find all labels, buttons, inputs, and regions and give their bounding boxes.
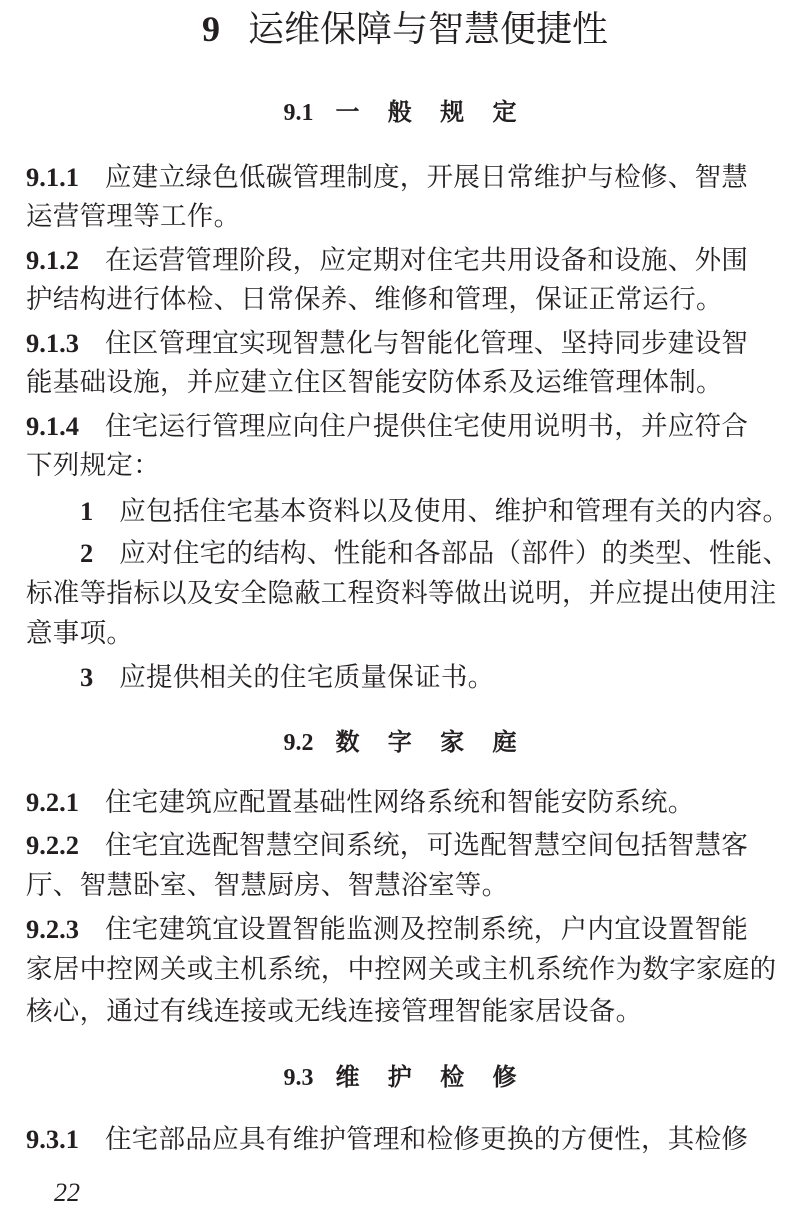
clause-text: 住宅宜选配智慧空间系统，可选配智慧空间包括智慧客: [105, 830, 749, 861]
clause-number: 9.1.2: [26, 245, 79, 275]
section-number: 9.1: [283, 100, 314, 126]
section-title: 数 字 家 庭: [335, 727, 527, 756]
clause-text: 应建立绿色低碳管理制度，开展日常维护与检修、智慧: [105, 162, 749, 193]
item-number: 2: [80, 538, 94, 568]
clause-9-3-1-line-1: [26, 1119, 748, 1160]
clause-9-2-3-line-1: [26, 909, 748, 950]
clause-9-2-3-line-3: 核心，通过有线连接或无线连接管理智能家居设备。: [26, 996, 643, 1027]
list-item-2-line-2: 标准等指标以及安全隐蔽工程资料等做出说明，并应提出使用注: [26, 578, 777, 609]
list-item-2-line-3: 意事项。: [26, 618, 134, 649]
section-number: 9.3: [283, 1065, 314, 1091]
clause-number: 9.2.2: [26, 830, 79, 860]
section-heading-9-2: [0, 725, 810, 760]
item-number: 1: [80, 496, 94, 526]
clause-9-1-2-line-1: [26, 240, 748, 281]
list-item-1: [80, 491, 789, 532]
clause-number: 9.1.4: [26, 411, 79, 441]
clause-9-2-3-line-2: 家居中控网关或主机系统，中控网关或主机系统作为数字家庭的: [26, 954, 777, 985]
list-item-2-line-1: [80, 533, 789, 574]
list-item-3: [80, 657, 494, 698]
clause-number: 9.1.3: [26, 328, 79, 358]
chapter-title: [0, 4, 810, 55]
section-number: 9.2: [283, 730, 314, 756]
section-heading-9-3: [0, 1060, 810, 1095]
chapter-number: 9: [201, 9, 220, 49]
chapter-title-text: 运维保障与智慧便捷性: [247, 9, 608, 50]
clause-9-2-2-line-1: [26, 825, 748, 866]
clause-number: 9.3.1: [26, 1124, 79, 1154]
clause-text: 住宅部品应具有维护管理和检修更换的方便性，其检修: [105, 1124, 749, 1155]
clause-9-1-3-line-1: [26, 323, 748, 364]
clause-number: 9.2.1: [26, 787, 79, 817]
item-text: 应包括住宅基本资料以及使用、维护和管理有关的内容。: [119, 496, 790, 527]
section-title: 一 般 规 定: [335, 97, 527, 126]
clause-text: 住区管理宜实现智慧化与智能化管理、坚持同步建设智: [105, 328, 749, 359]
clause-9-2-2-line-2: 厅、智慧卧室、智慧厨房、智慧浴室等。: [26, 870, 509, 901]
clause-9-1-1-line-1: [26, 157, 748, 198]
clause-9-2-1-line-1: [26, 782, 695, 823]
clause-number: 9.2.3: [26, 914, 79, 944]
clause-text: 住宅建筑应配置基础性网络系统和智能安防系统。: [105, 787, 695, 818]
clause-text: 住宅运行管理应向住户提供住宅使用说明书，并应符合: [105, 411, 749, 442]
clause-9-1-4-line-1: [26, 406, 748, 447]
clause-9-1-2-line-2: 护结构进行体检、日常保养、维修和管理，保证正常运行。: [26, 284, 723, 315]
item-text: 应提供相关的住宅质量保证书。: [119, 662, 495, 693]
clause-text: 在运营管理阶段，应定期对住宅共用设备和设施、外围: [105, 245, 749, 276]
section-heading-9-1: [0, 95, 810, 130]
item-text: 应对住宅的结构、性能和各部品（部件）的类型、性能、: [119, 538, 790, 569]
clause-text: 住宅建筑宜设置智能监测及控制系统，户内宜设置智能: [105, 914, 749, 945]
section-title: 维 护 检 修: [335, 1062, 527, 1091]
clause-9-1-4-line-2: 下列规定：: [26, 450, 160, 481]
item-number: 3: [80, 662, 94, 692]
clause-9-1-3-line-2: 能基础设施，并应建立住区智能安防体系及运维管理体制。: [26, 367, 723, 398]
page-number: 22: [54, 1178, 80, 1207]
clause-9-1-1-line-2: 运营管理等工作。: [26, 201, 241, 232]
clause-number: 9.1.1: [26, 162, 79, 192]
